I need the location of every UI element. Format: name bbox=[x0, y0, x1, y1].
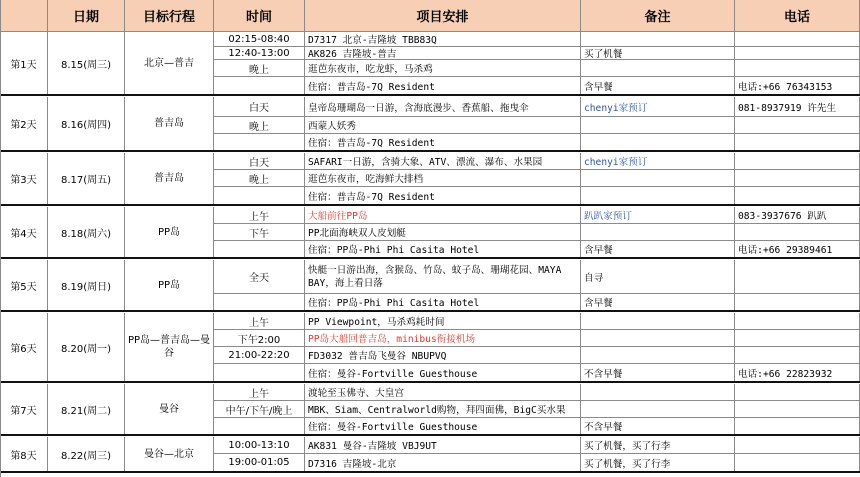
row-time: 白天 bbox=[214, 153, 305, 170]
row-note bbox=[581, 170, 735, 187]
row-time: 上午 bbox=[214, 384, 305, 401]
row-time: 上午 bbox=[214, 313, 305, 330]
day-date: 8.18(周六) bbox=[48, 207, 125, 258]
row-note: 买了机餐，买了行李 bbox=[581, 437, 735, 454]
row-time: 下午 bbox=[214, 224, 305, 241]
day-label: 第7天 bbox=[0, 384, 48, 435]
row-time bbox=[214, 77, 305, 95]
day-date: 8.17(周五) bbox=[48, 153, 125, 205]
row-note bbox=[581, 330, 735, 347]
row-time: 21:00-22:20 bbox=[214, 347, 305, 364]
header-time: 时间 bbox=[214, 0, 305, 32]
row-phone bbox=[735, 418, 860, 435]
row-note: chenyi家预订 bbox=[581, 97, 735, 117]
row-note bbox=[581, 224, 735, 241]
row-plan: 大船前往PP岛 bbox=[305, 207, 581, 224]
row-plan: 住宿：普吉岛-7Q Resident bbox=[305, 187, 581, 205]
row-note bbox=[581, 187, 735, 205]
row-plan: SAFARI一日游，含骑大象、ATV、漂流、瀑布、水果园 bbox=[305, 153, 581, 170]
row-note: chenyi家预订 bbox=[581, 153, 735, 170]
row-time: 02:15-08:40 bbox=[214, 32, 305, 47]
row-time: 晚上 bbox=[214, 60, 305, 77]
row-time: 19:00-01:05 bbox=[214, 454, 305, 472]
day-date: 8.15(周三) bbox=[48, 32, 125, 95]
row-time bbox=[214, 418, 305, 435]
row-plan: 渡轮至玉佛寺、大皇宫 bbox=[305, 384, 581, 401]
row-plan: D7317 北京-吉隆坡 TBB83Q bbox=[305, 32, 581, 47]
row-time: 晚上 bbox=[214, 170, 305, 187]
row-phone: 电话:+66 76343153 bbox=[735, 77, 860, 95]
row-note bbox=[581, 60, 735, 77]
day-date: 8.21(周二) bbox=[48, 384, 125, 435]
row-phone: 电话:+66 22823932 bbox=[735, 364, 860, 382]
row-phone bbox=[735, 170, 860, 187]
day-destination: 普吉岛 bbox=[125, 97, 214, 151]
row-plan: 住宿：PP岛-Phi Phi Casita Hotel bbox=[305, 294, 581, 311]
row-phone: 电话:+66 29389461 bbox=[735, 241, 860, 258]
day-label: 第4天 bbox=[0, 207, 48, 258]
row-plan: 皇帝岛珊瑚岛一日游，含海底漫步、香蕉船、拖曳伞 bbox=[305, 97, 581, 117]
day-separator bbox=[0, 94, 860, 96]
row-plan: PP Viewpoint，马杀鸡耗时间 bbox=[305, 313, 581, 330]
row-plan: 逛芭东夜市，吃龙虾，马杀鸡 bbox=[305, 60, 581, 77]
day-separator bbox=[0, 471, 860, 473]
day-label: 第6天 bbox=[0, 313, 48, 382]
row-plan: 住宿：PP岛-Phi Phi Casita Hotel bbox=[305, 241, 581, 258]
day-destination: 曼谷 bbox=[125, 384, 214, 435]
row-plan: PP北面海峡双人皮划艇 bbox=[305, 224, 581, 241]
header-note: 备注 bbox=[581, 0, 735, 32]
day-separator bbox=[0, 434, 860, 436]
row-note bbox=[581, 401, 735, 418]
day-label: 第5天 bbox=[0, 260, 48, 311]
day-date: 8.19(周日) bbox=[48, 260, 125, 311]
row-plan: MBK、Siam、Centralworld购物，拜四面佛，BigC买水果 bbox=[305, 401, 581, 418]
row-note bbox=[581, 313, 735, 330]
day-label: 第1天 bbox=[0, 32, 48, 95]
row-note: 不含早餐 bbox=[581, 418, 735, 435]
row-phone bbox=[735, 313, 860, 330]
row-time: 中午/下午/晚上 bbox=[214, 401, 305, 418]
row-note bbox=[581, 32, 735, 47]
day-destination: 北京—普吉 bbox=[125, 32, 214, 95]
row-time: 全天 bbox=[214, 260, 305, 294]
row-phone bbox=[735, 330, 860, 347]
row-plan: D7316 吉隆坡-北京 bbox=[305, 454, 581, 472]
row-plan: PP岛大船回普吉岛，minibus衔接机场 bbox=[305, 330, 581, 347]
row-note: 买了机餐 bbox=[581, 47, 735, 60]
row-note: 含早餐 bbox=[581, 294, 735, 311]
row-phone bbox=[735, 384, 860, 401]
row-time bbox=[214, 364, 305, 382]
row-time: 上午 bbox=[214, 207, 305, 224]
row-plan: 西蒙人妖秀 bbox=[305, 117, 581, 134]
day-date: 8.20(周一) bbox=[48, 313, 125, 382]
row-plan: 住宿：曼谷-Fortville Guesthouse bbox=[305, 418, 581, 435]
row-note: 不含早餐 bbox=[581, 364, 735, 382]
row-phone bbox=[735, 260, 860, 294]
day-label: 第3天 bbox=[0, 153, 48, 205]
row-time: 晚上 bbox=[214, 117, 305, 134]
row-time bbox=[214, 241, 305, 258]
day-separator bbox=[0, 381, 860, 383]
day-separator bbox=[0, 150, 860, 152]
row-phone bbox=[735, 153, 860, 170]
row-note bbox=[581, 347, 735, 364]
row-plan: 快艇一日游出海，含猴岛、竹岛、蚊子岛、珊瑚花园、MAYA BAY，海上看日落 bbox=[305, 260, 581, 294]
row-time: 12:40-13:00 bbox=[214, 47, 305, 60]
row-time bbox=[214, 187, 305, 205]
row-phone bbox=[735, 437, 860, 454]
day-separator bbox=[0, 204, 860, 206]
header-date: 日期 bbox=[48, 0, 125, 32]
row-time bbox=[214, 294, 305, 311]
row-phone bbox=[735, 60, 860, 77]
row-note: 含早餐 bbox=[581, 77, 735, 95]
row-phone: 083-3937676 趴趴 bbox=[735, 207, 860, 224]
row-plan: 住宿：普吉岛-7Q Resident bbox=[305, 134, 581, 151]
row-note: 趴趴家预订 bbox=[581, 207, 735, 224]
day-destination: PP岛 bbox=[125, 260, 214, 311]
row-phone bbox=[735, 187, 860, 205]
row-time bbox=[214, 134, 305, 151]
day-separator bbox=[0, 310, 860, 312]
row-phone bbox=[735, 134, 860, 151]
row-phone bbox=[735, 32, 860, 47]
row-note: 含早餐 bbox=[581, 241, 735, 258]
row-time: 下午2:00 bbox=[214, 330, 305, 347]
day-separator bbox=[0, 257, 860, 259]
day-destination: PP岛—普吉岛—曼谷 bbox=[125, 313, 214, 382]
row-phone bbox=[735, 47, 860, 60]
row-plan: AK831 曼谷-吉隆坡 VBJ9UT bbox=[305, 437, 581, 454]
row-note bbox=[581, 384, 735, 401]
row-note bbox=[581, 134, 735, 151]
header-destination: 目标行程 bbox=[125, 0, 214, 32]
header-blank bbox=[0, 0, 48, 32]
header-plan: 项目安排 bbox=[305, 0, 581, 32]
row-plan: 住宿：普吉岛-7Q Resident bbox=[305, 77, 581, 95]
day-date: 8.16(周四) bbox=[48, 97, 125, 151]
row-phone bbox=[735, 454, 860, 472]
row-note: 自寻 bbox=[581, 260, 735, 294]
row-phone bbox=[735, 117, 860, 134]
table-left-border bbox=[0, 0, 1, 477]
row-plan: 住宿：曼谷-Fortville Guesthouse bbox=[305, 364, 581, 382]
day-date: 8.22(周三) bbox=[48, 437, 125, 472]
day-destination: PP岛 bbox=[125, 207, 214, 258]
row-time: 白天 bbox=[214, 97, 305, 117]
row-phone bbox=[735, 294, 860, 311]
day-destination: 曼谷—北京 bbox=[125, 437, 214, 472]
header-phone: 电话 bbox=[735, 0, 860, 32]
row-plan: FD3032 普吉岛飞曼谷 NBUPVQ bbox=[305, 347, 581, 364]
row-phone: 081-8937919 许先生 bbox=[735, 97, 860, 117]
row-phone bbox=[735, 224, 860, 241]
row-note: 买了机餐，买了行李 bbox=[581, 454, 735, 472]
day-label: 第8天 bbox=[0, 437, 48, 472]
row-phone bbox=[735, 347, 860, 364]
row-phone bbox=[735, 401, 860, 418]
row-time: 10:00-13:10 bbox=[214, 437, 305, 454]
row-plan: AK826 吉隆坡-普吉 bbox=[305, 47, 581, 60]
day-label: 第2天 bbox=[0, 97, 48, 151]
day-destination: 普吉岛 bbox=[125, 153, 214, 205]
row-plan: 逛芭东夜市，吃海鲜大排档 bbox=[305, 170, 581, 187]
row-note bbox=[581, 117, 735, 134]
